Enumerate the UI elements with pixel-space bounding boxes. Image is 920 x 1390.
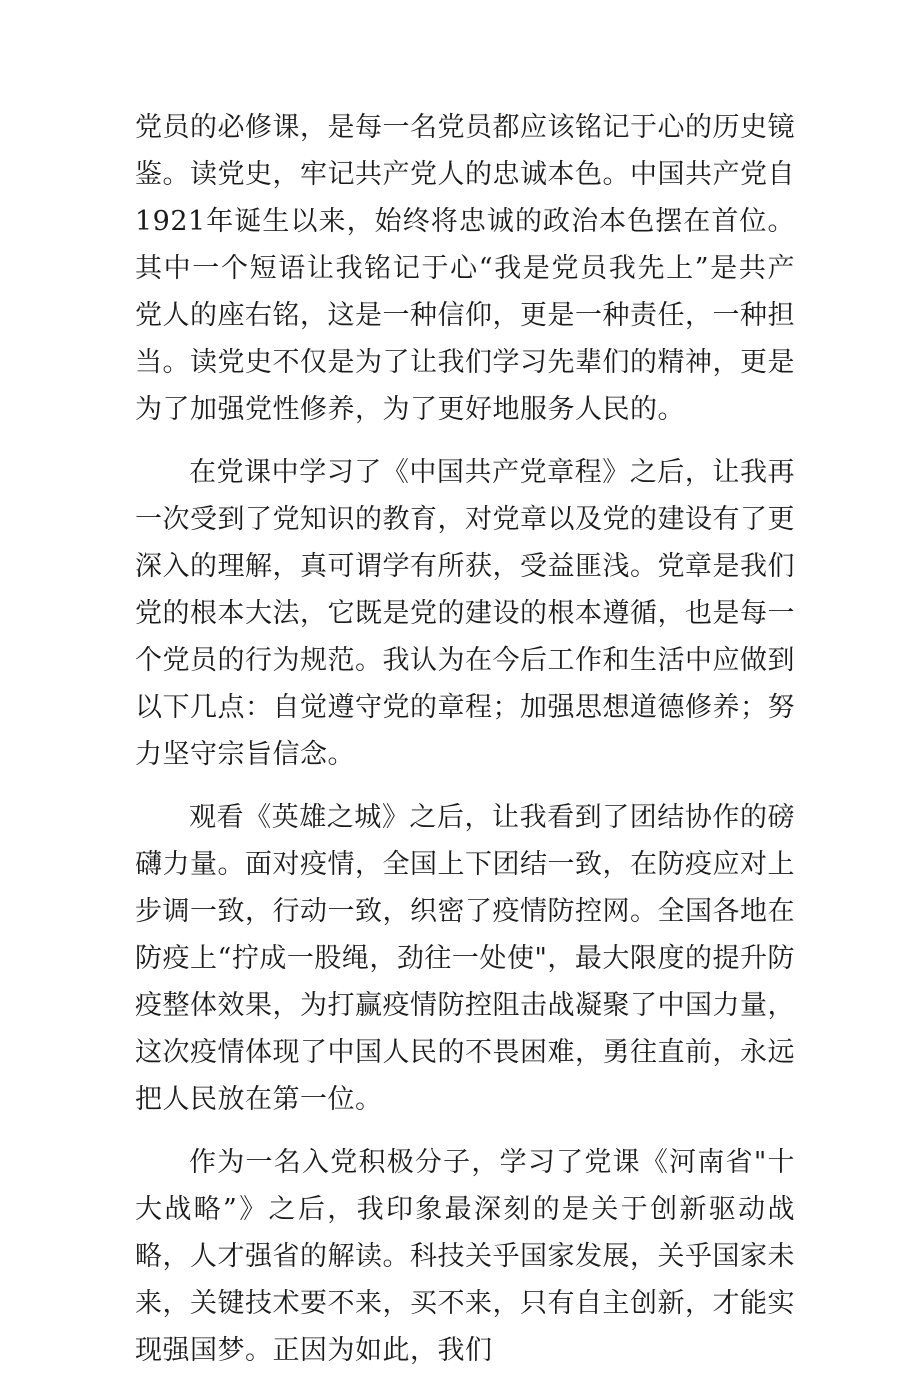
paragraph-3: 观看《英雄之城》之后，让我看到了团结协作的磅礴力量。面对疫情，全国上下团结一致，在防疫应对上步调一致，行动一致，织密了疫情防控网。全国各地在防疫上“拧成一股绳，劲往一处使"，最大限度的提升防疫整体效果，为打赢疫情防控阻击战凝聚了中国力量，这次疫情体现了中国人民的不畏困难，勇往直前，永远把人民放在第一位。 (135, 802, 795, 1115)
paragraph-1: 党员的必修课，是每一名党员都应该铭记于心的历史镜鉴。读党史，牢记共产党人的忠诚本色。中国共产党自1921年诞生以来，始终将忠诚的政治本色摆在首位。其中一个短语让我铭记于心“我是党员我先上”是共产党人的座右铭，这是一种信仰，更是一种责任，一种担当。读党史不仅是为了让我们学习先辈们的精神，更是为了加强党性修养，为了更好地服务人民的。 (135, 112, 795, 425)
document-body (135, 104, 795, 1390)
paragraph-4: 作为一名入党积极分子，学习了党课《河南省"十大战略”》之后，我印象最深刻的是关于创新驱动战略，人才强省的解读。科技关乎国家发展，关乎国家未来，关键技术要不来，买不来，只有自主创新，才能实现强国梦。正因为如此，我们 (135, 1147, 795, 1366)
paragraph-2: 在党课中学习了《中国共产党章程》之后，让我再一次受到了党知识的教育，对党章以及党的建设有了更深入的理解，真可谓学有所获，受益匪浅。党章是我们党的根本大法，它既是党的建设的根本遵循，也是每一个党员的行为规范。我认为在今后工作和生活中应做到以下几点：自觉遵守党的章程；加强思想道德修养；努力坚守宗旨信念。 (135, 457, 795, 770)
